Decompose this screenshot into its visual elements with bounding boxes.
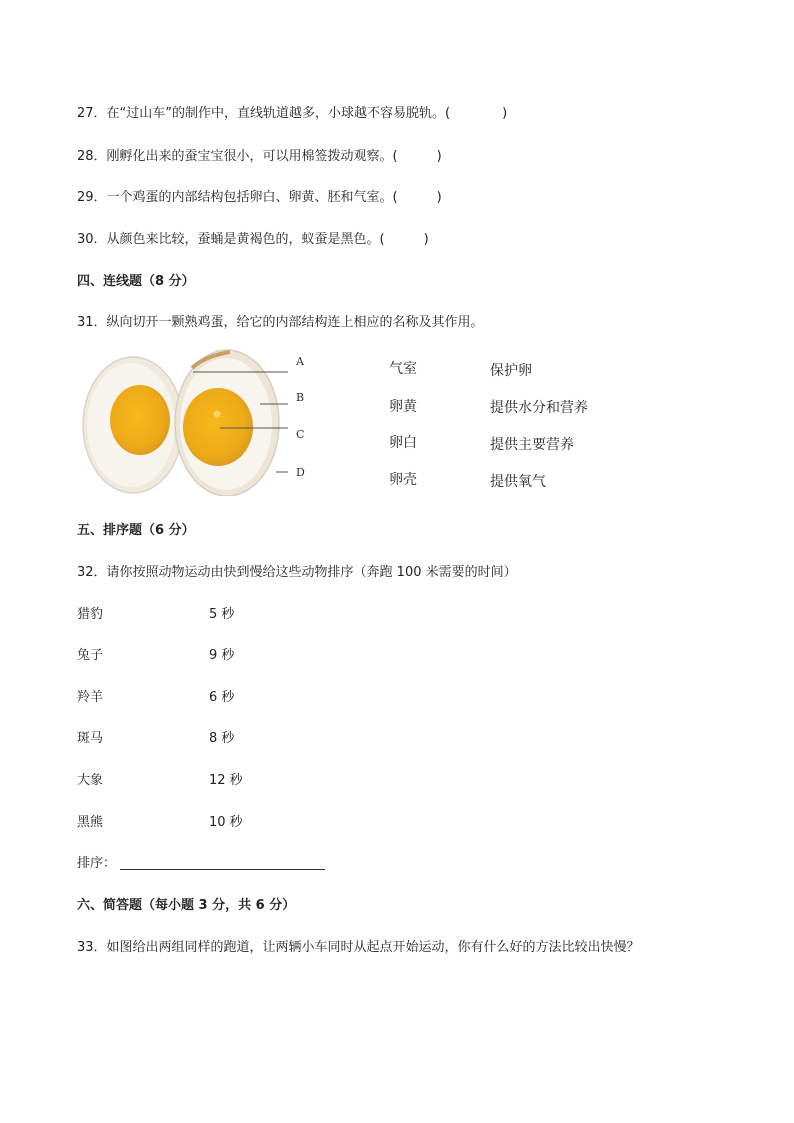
question-33: 33．如图给出两组同样的跑道，让两辆小车同时从起点开始运动，你有什么好的方法比较出快慢？ <box>77 940 640 955</box>
name-item: 卵白 <box>389 435 417 451</box>
question-32: 32．请你按照动物运动由快到慢给这些动物排序（奔跑 100 米需要的时间） <box>77 565 517 580</box>
question-28: 28．刚孵化出来的蚕宝宝很小，可以用棉签拨动观察。( ) <box>77 149 442 164</box>
section-5-heading: 五、排序题（6 分） <box>77 523 195 538</box>
animal-time: 5 秒 <box>209 607 235 622</box>
animal-name: 大象 <box>77 773 104 788</box>
name-item: 卵黄 <box>389 399 417 415</box>
animal-name: 兔子 <box>77 648 104 663</box>
question-30: 30．从颜色来比较，蚕蛹是黄褐色的，蚁蚕是黑色。( ) <box>77 232 429 247</box>
animal-time: 12 秒 <box>209 773 243 788</box>
name-item: 气室 <box>389 361 417 377</box>
animal-time: 9 秒 <box>209 648 235 663</box>
question-29: 29．一个鸡蛋的内部结构包括卵白、卵黄、胚和气室。( ) <box>77 190 442 205</box>
animal-name: 猎豹 <box>77 607 104 622</box>
animal-name: 斑马 <box>77 731 104 746</box>
animal-name: 黑熊 <box>77 815 104 830</box>
sort-answer-label: 排序： <box>77 856 117 871</box>
label-a: A <box>296 355 304 368</box>
section-4-heading: 四、连线题（8 分） <box>77 274 195 289</box>
label-b: B <box>296 391 305 404</box>
function-item: 提供水分和营养 <box>490 400 588 416</box>
question-27: 27．在“过山车”的制作中，直线轨道越多，小球越不容易脱轨。( ) <box>77 106 508 121</box>
animal-name: 羚羊 <box>77 690 104 705</box>
animal-time: 6 秒 <box>209 690 235 705</box>
name-item: 卵壳 <box>389 472 417 488</box>
animal-time: 8 秒 <box>209 731 235 746</box>
sort-answer-blank[interactable] <box>120 869 325 870</box>
label-d: D <box>296 466 305 479</box>
animal-time: 10 秒 <box>209 815 243 830</box>
function-item: 提供氧气 <box>490 474 546 490</box>
label-c: C <box>296 428 305 441</box>
question-31: 31．纵向切开一颗熟鸡蛋，给它的内部结构连上相应的名称及其作用。 <box>77 315 484 330</box>
egg-cross-section-image <box>80 346 320 496</box>
function-item: 提供主要营养 <box>490 437 574 453</box>
function-item: 保护卵 <box>490 363 532 379</box>
section-6-heading: 六、简答题（每小题 3 分，共 6 分） <box>77 898 296 913</box>
